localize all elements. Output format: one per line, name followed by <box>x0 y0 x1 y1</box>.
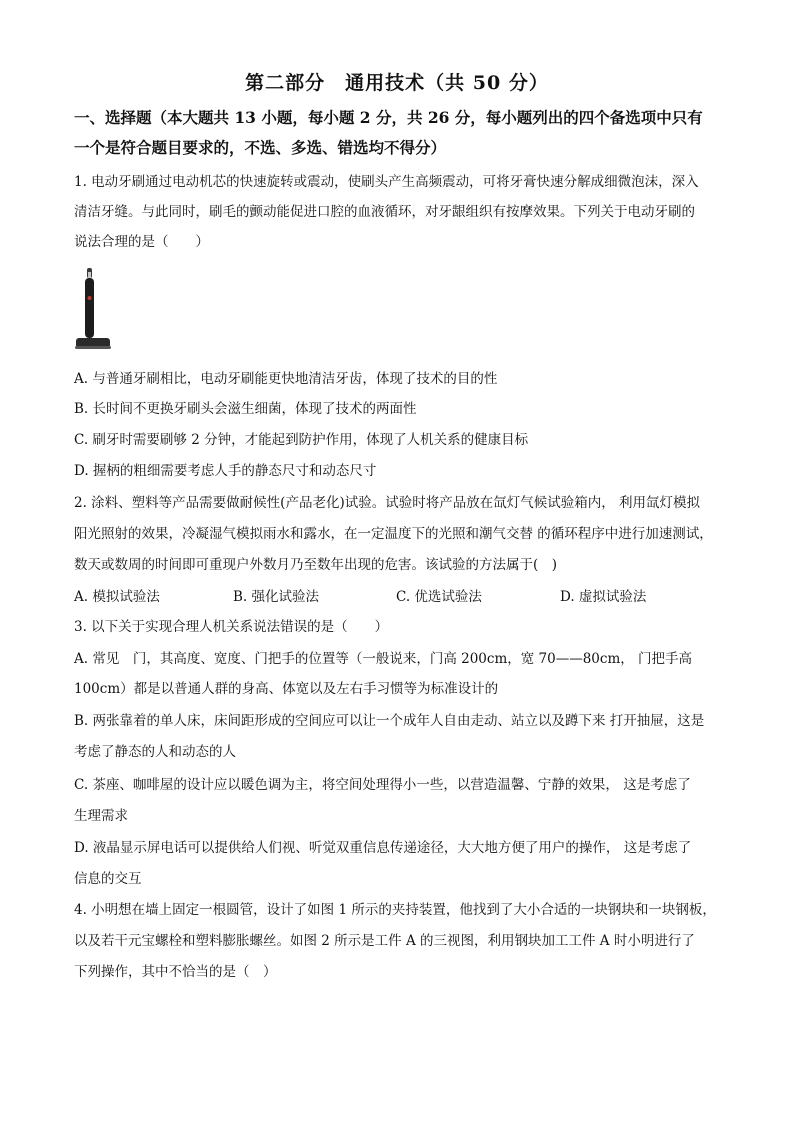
q3-option-b-line-2: 考虑了静态的人和动态的人 <box>74 744 236 760</box>
q2-option-b: B. 强化试验法 <box>233 589 320 605</box>
q2-stem-line-1: 2. 涂料、塑料等产品需要做耐候性(产品老化)试验。试验时将产品放在氙灯气候试验箱内， 利用氙灯模拟 <box>74 495 700 511</box>
q3-option-c-line-1: C. 茶座、咖啡屋的设计应以暖色调为主，将空间处理得小一些，以营造温馨、宁静的效果， 这是考虑了 <box>74 777 691 793</box>
q2-option-a: A. 模拟试验法 <box>74 589 160 605</box>
q4-stem-line-2: 以及若干元宝螺栓和塑料膨胀螺丝。如图 2 所示是工件 A 的三视图，利用钢块加工工件 A 时小明进行了 <box>74 933 695 949</box>
q2-stem-line-3: 数天或数周的时间即可重现户外数月乃至数年出现的危害。该试验的方法属于( ) <box>74 557 558 573</box>
q4-stem-line-3: 下列操作，其中不恰当的是（ ） <box>74 964 277 980</box>
section-heading-line-1: 一、选择题（本大题共 13 小题，每小题 2 分，共 26 分，每小题列出的四个备选项中只有 <box>74 108 703 127</box>
q3-option-a-line-1: A. 常见 门，其高度、宽度、门把手的位置等（一般说来，门高 200cm，宽 70——80cm， 门把手高 <box>74 651 693 667</box>
q1-stem-line-2: 清洁牙缝。与此同时，刷毛的颤动能促进口腔的血液循环，对牙龈组织有按摩效果。下列关于电动牙刷的 <box>74 204 695 220</box>
q2-option-d: D. 虚拟试验法 <box>560 589 647 605</box>
q4-stem-line-1: 4. 小明想在墙上固定一根圆管，设计了如图 1 所示的夹持装置，他找到了大小合适的一块钢块和一块钢板， <box>74 902 716 918</box>
q3-option-b-line-1: B. 两张靠着的单人床，床间距形成的空间应可以让一个成年人自由走动、站立以及蹲下来 打开抽屉，这是 <box>74 713 705 729</box>
q1-stem-line-1: 1. 电动牙刷通过电动机芯的快速旋转或震动，使刷头产生高频震动，可将牙膏快速分解成细微泡沫，深入 <box>74 174 699 190</box>
q3-option-d-line-1: D. 液晶显示屏电话可以提供给人们视、听觉双重信息传递途径，大大地方便了用户的操作， 这是考虑了 <box>74 840 692 856</box>
q3-stem: 3. 以下关于实现合理人机关系说法错误的是（ ） <box>74 619 389 635</box>
q1-option-b: B. 长时间不更换牙刷头会滋生细菌，体现了技术的两面性 <box>74 401 417 417</box>
q1-option-a: A. 与普通牙刷相比，电动牙刷能更快地清洁牙齿，体现了技术的目的性 <box>74 371 498 387</box>
q3-option-c-line-2: 生理需求 <box>74 808 128 824</box>
q3-option-d-line-2: 信息的交互 <box>74 871 142 887</box>
section-heading-line-2: 一个是符合题目要求的，不选、多选、错选均不得分） <box>74 138 447 157</box>
page-title: 第二部分 通用技术（共 50 分） <box>245 72 549 94</box>
q1-stem-line-3: 说法合理的是（ ） <box>74 234 209 250</box>
q1-option-c: C. 刷牙时需要刷够 2 分钟，才能起到防护作用，体现了人机关系的健康目标 <box>74 432 529 448</box>
q3-option-a-line-2: 100cm）都是以普通人群的身高、体宽以及左右手习惯等为标准设计的 <box>74 681 499 697</box>
electric-toothbrush-image <box>74 266 114 358</box>
q1-option-d: D. 握柄的粗细需要考虑人手的静态尺寸和动态尺寸 <box>74 463 377 479</box>
q2-option-c: C. 优选试验法 <box>396 589 482 605</box>
q2-stem-line-2: 阳光照射的效果，冷凝湿气模拟雨水和露水，在一定温度下的光照和潮气交替 的循环程序中进行加速测试， <box>74 526 713 542</box>
